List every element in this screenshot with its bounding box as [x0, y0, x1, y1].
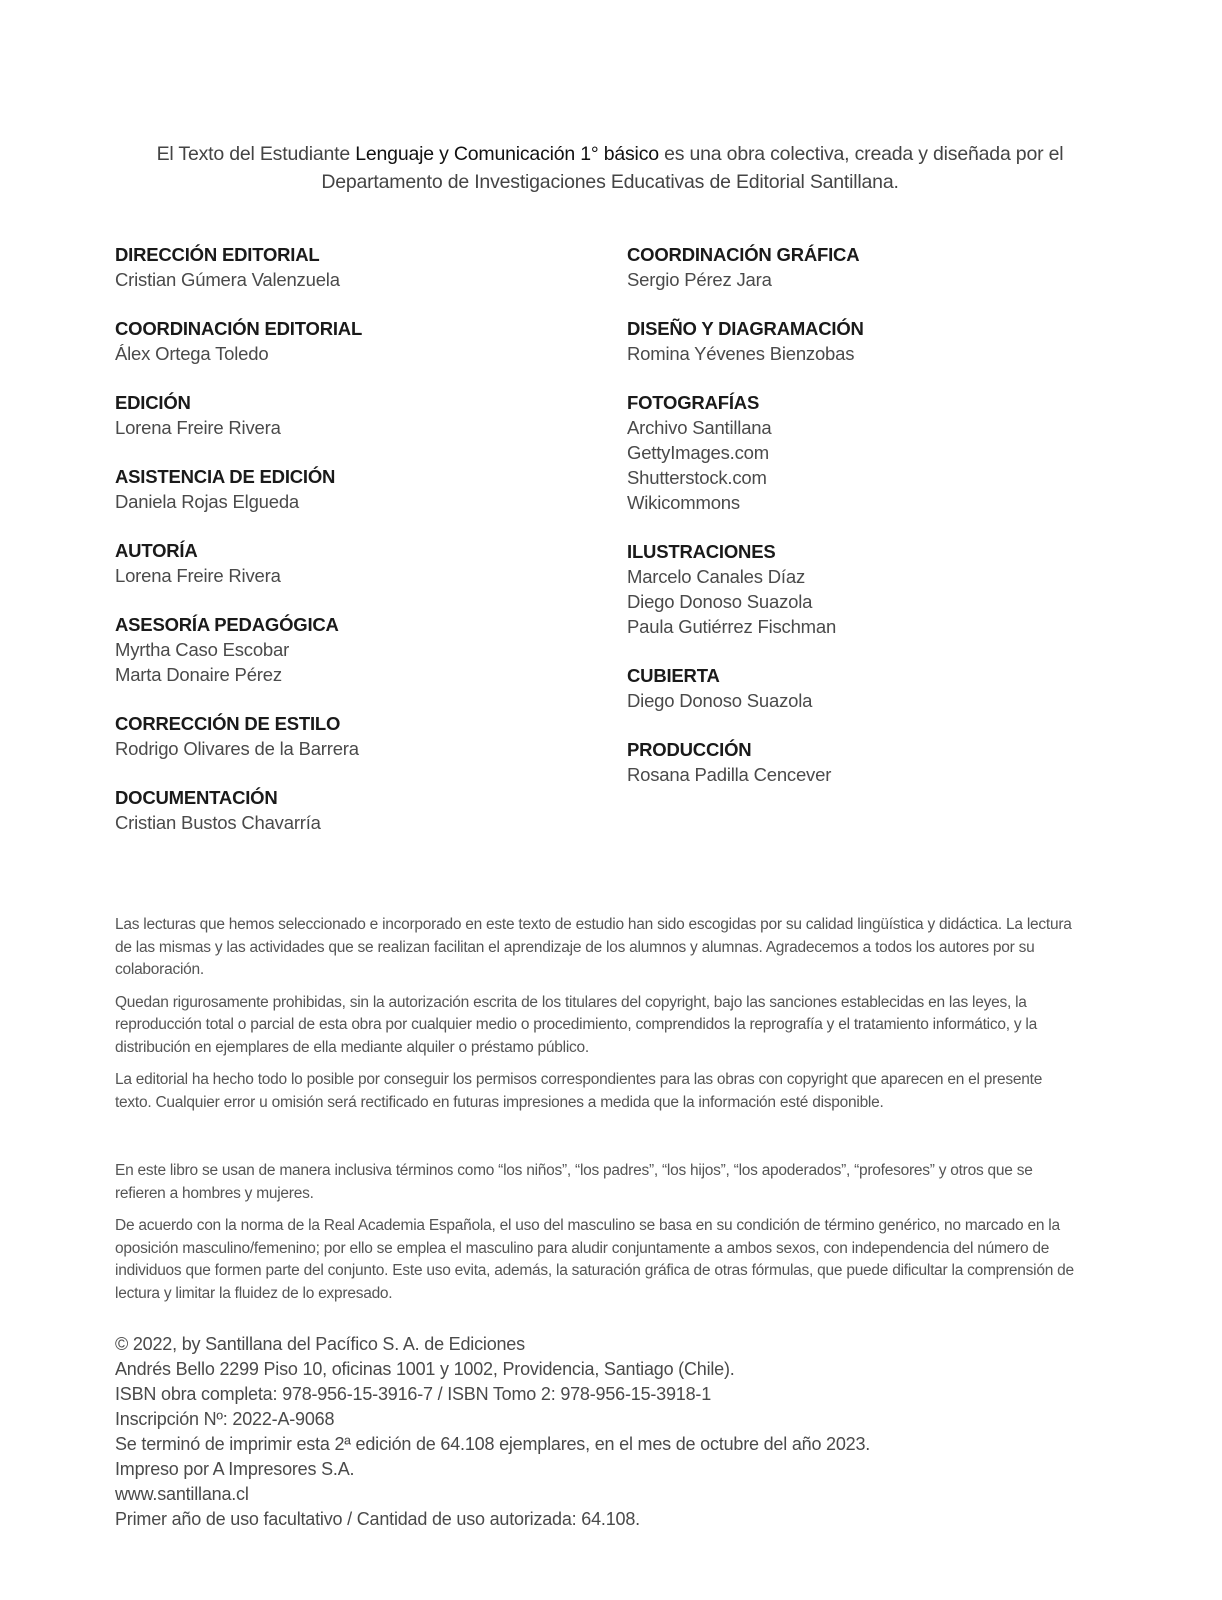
imprint-line: www.santillana.cl [115, 1484, 249, 1504]
credit-group [627, 737, 1087, 787]
credit-group [627, 242, 1087, 292]
legal-paragraph: Las lecturas que hemos seleccionado e incorporado en este texto de estudio han sido escogidas por su calidad lingüística y didáctica. La lectura de las mismas y las actividades que se realizan facilitan el aprendizaje de los alumnos y alumnas. Agradecemos a todos los autores por su colaboración. [115, 916, 1072, 978]
credit-role-title: CORRECCIÓN DE ESTILO [115, 713, 341, 734]
credit-role-title: PRODUCCIÓN [627, 739, 752, 760]
credit-person-name: Wikicommons [627, 492, 740, 513]
legal-notice-inclusive-language [115, 1160, 1075, 1315]
imprint-line: ISBN obra completa: 978-956-15-3916-7 / ISBN Tomo 2: 978-956-15-3918-1 [115, 1384, 712, 1404]
imprint-line: Inscripción Nº: 2022-A-9068 [115, 1409, 335, 1429]
credit-role-title: COORDINACIÓN EDITORIAL [115, 318, 363, 339]
imprint-line: Andrés Bello 2299 Piso 10, oficinas 1001 y 1002, Providencia, Santiago (Chile). [115, 1359, 735, 1379]
credits-right-column [627, 242, 1087, 811]
credit-group [115, 612, 575, 687]
credit-role-title: DISEÑO Y DIAGRAMACIÓN [627, 318, 864, 339]
credit-role-title: ASESORÍA PEDAGÓGICA [115, 614, 339, 635]
intro-after: es una obra colectiva, creada y diseñada por el [658, 143, 1064, 165]
imprint-block [115, 1332, 1115, 1532]
credit-group [627, 539, 1087, 639]
imprint-line: © 2022, by Santillana del Pacífico S. A. de Ediciones [115, 1334, 525, 1354]
credit-group [115, 785, 575, 835]
credit-person-name: Archivo Santillana [627, 417, 772, 438]
credit-person-name: Álex Ortega Toledo [115, 343, 269, 364]
credit-person-name: Rodrigo Olivares de la Barrera [115, 738, 359, 759]
credit-person-name: Cristian Bustos Chavarría [115, 812, 321, 833]
credit-group [115, 390, 575, 440]
credit-group [115, 538, 575, 588]
intro-line-2: Departamento de Investigaciones Educativas de Editorial Santillana. [321, 171, 899, 193]
credit-group [115, 464, 575, 514]
legal-notice-reading [115, 914, 1075, 1124]
credit-group [627, 663, 1087, 713]
credit-role-title: EDICIÓN [115, 392, 191, 413]
credit-group [627, 390, 1087, 515]
intro-before: El Texto del Estudiante [156, 143, 356, 165]
credit-person-name: Shutterstock.com [627, 467, 767, 488]
imprint-line: Impreso por A Impresores S.A. [115, 1459, 355, 1479]
credit-person-name: Marta Donaire Pérez [115, 664, 282, 685]
credit-role-title: DIRECCIÓN EDITORIAL [115, 244, 320, 265]
credit-role-title: FOTOGRAFÍAS [627, 392, 760, 413]
book-title: Lenguaje y Comunicación 1° básico [355, 143, 659, 165]
legal-paragraph: Quedan rigurosamente prohibidas, sin la autorización escrita de los titulares del copyright, bajo las sanciones establecidas en las leyes, la reproducción total o parcial de esta obra por cualquier medio o procedimiento, comprendidos la reprografía y el tratamiento informático, y la distribución en ejemplares de ella mediante alquiler o préstamo público. [115, 993, 1037, 1056]
credit-group [115, 242, 575, 292]
credit-role-title: ASISTENCIA DE EDICIÓN [115, 466, 336, 487]
credit-person-name: Marcelo Canales Díaz [627, 566, 805, 587]
legal-paragraph: La editorial ha hecho todo lo posible por conseguir los permisos correspondientes para las obras con copyright que aparecen en el presente texto. Cualquier error u omisión será rectificado en futuras impresiones a medida que la información esté disponible. [115, 1071, 1043, 1111]
credit-person-name: Rosana Padilla Cencever [627, 764, 832, 785]
legal-paragraph: En este libro se usan de manera inclusiva términos como “los niños”, “los padres”, “los hijos”, “los apoderados”, “profesores” y otros que se refieren a hombres y mujeres. [115, 1162, 1033, 1202]
credit-group [627, 316, 1087, 366]
credit-person-name: Romina Yévenes Bienzobas [627, 343, 855, 364]
credit-person-name: Cristian Gúmera Valenzuela [115, 269, 340, 290]
credits-left-column [115, 242, 575, 859]
credit-person-name: Lorena Freire Rivera [115, 417, 281, 438]
credit-group [115, 316, 575, 366]
credit-group [115, 711, 575, 761]
credit-person-name: Sergio Pérez Jara [627, 269, 772, 290]
credit-person-name: GettyImages.com [627, 442, 769, 463]
credit-role-title: COORDINACIÓN GRÁFICA [627, 244, 860, 265]
credit-person-name: Diego Donoso Suazola [627, 591, 813, 612]
credit-person-name: Lorena Freire Rivera [115, 565, 281, 586]
legal-paragraph: De acuerdo con la norma de la Real Academia Española, el uso del masculino se basa en su condición de término genérico, no marcado en la oposición masculino/femenino; por ello se emplea el masculino para aludir conjuntamente a ambos sexos, con independencia del número de individuos que formen parte del conjunto. Este uso evita, además, la saturación gráfica de otras fórmulas, que puede dificultar la comprensión de lectura y limitar la fluidez de lo expresado. [115, 1217, 1074, 1302]
imprint-line: Se terminó de imprimir esta 2ª edición de 64.108 ejemplares, en el mes de octubre del año 2023. [115, 1434, 871, 1454]
intro-paragraph [115, 140, 1105, 196]
credit-person-name: Daniela Rojas Elgueda [115, 491, 300, 512]
credit-role-title: CUBIERTA [627, 665, 720, 686]
credit-person-name: Myrtha Caso Escobar [115, 639, 290, 660]
credit-role-title: DOCUMENTACIÓN [115, 787, 278, 808]
imprint-line: Primer año de uso facultativo / Cantidad de uso autorizada: 64.108. [115, 1509, 640, 1529]
credit-role-title: ILUSTRACIONES [627, 541, 776, 562]
intro-line-1 [115, 140, 1105, 168]
credit-person-name: Paula Gutiérrez Fischman [627, 616, 837, 637]
credit-role-title: AUTORÍA [115, 540, 198, 561]
credit-person-name: Diego Donoso Suazola [627, 690, 813, 711]
